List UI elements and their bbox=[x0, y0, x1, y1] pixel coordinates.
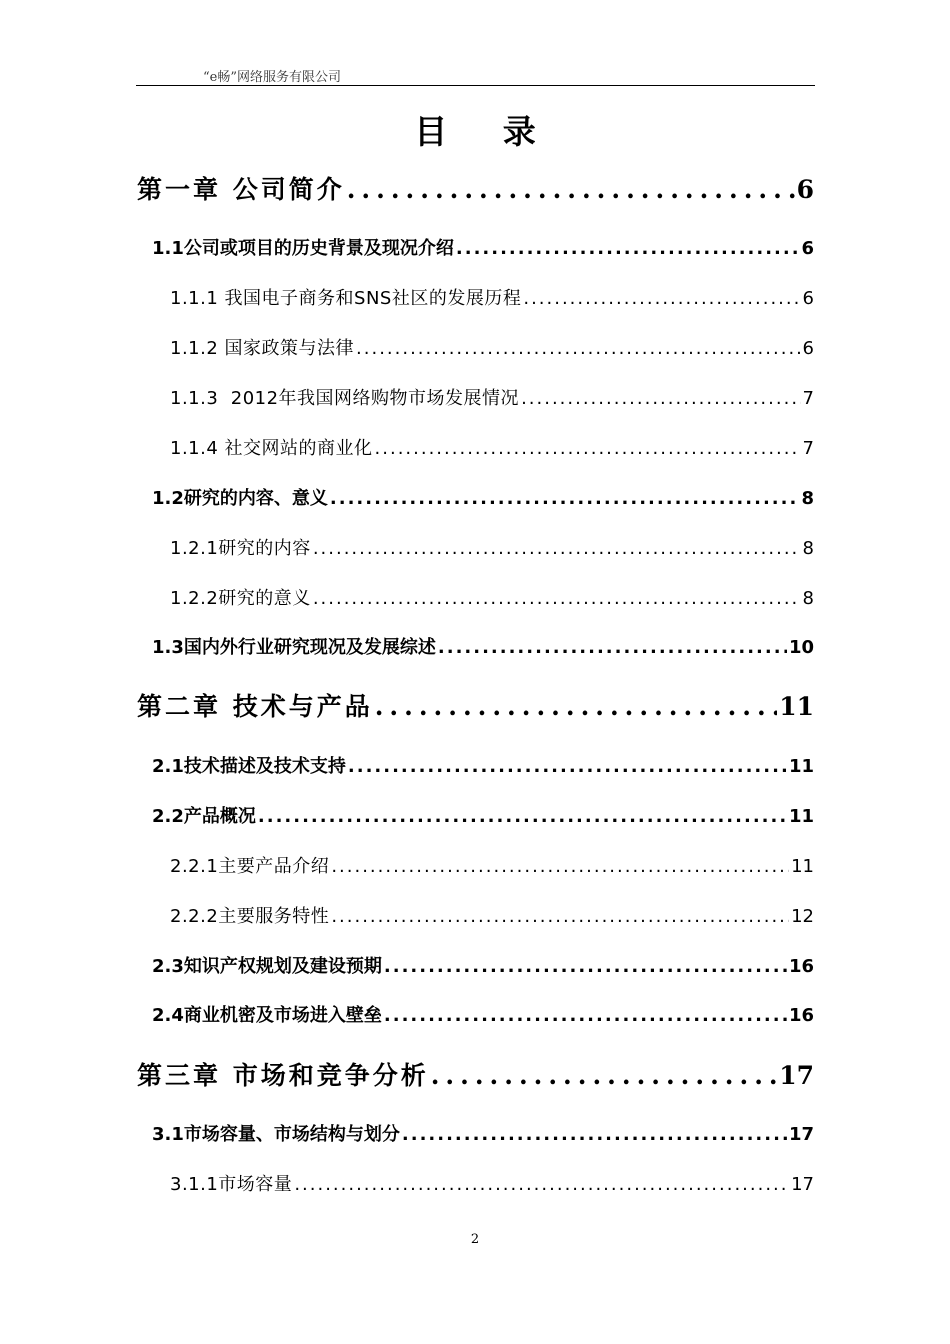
toc-entry-1-2[interactable] bbox=[152, 484, 814, 510]
toc-entry-label: 2.1技术描述及技术支持 bbox=[152, 756, 346, 777]
toc-entry-page: 11 bbox=[779, 692, 814, 721]
toc-leader bbox=[330, 488, 800, 509]
toc-leader bbox=[294, 1174, 789, 1195]
toc-entry-label: 2.2.2主要服务特性 bbox=[170, 906, 330, 927]
toc-entry-2-2-2[interactable] bbox=[170, 902, 814, 928]
toc-entry-chapter-2[interactable] bbox=[137, 687, 814, 723]
toc-entry-label: 第三章 市场和竞争分析 bbox=[137, 1061, 429, 1090]
toc-entry-page: 11 bbox=[791, 856, 814, 877]
toc-entry-label: 1.2.2研究的意义 bbox=[170, 588, 311, 609]
toc-entry-label: 2.3知识产权规划及建设预期 bbox=[152, 956, 382, 977]
toc-leader bbox=[431, 1061, 777, 1090]
toc-entry-page: 6 bbox=[802, 338, 814, 359]
toc-entry-page: 10 bbox=[788, 637, 814, 658]
toc-leader bbox=[523, 288, 800, 309]
toc-entry-page: 7 bbox=[802, 438, 814, 459]
toc-leader bbox=[331, 906, 789, 927]
toc-entry-3-1[interactable] bbox=[152, 1120, 814, 1146]
toc-leader bbox=[313, 538, 801, 559]
toc-entry-label: 2.4商业机密及市场进入壁垒 bbox=[152, 1005, 382, 1026]
toc-entry-page: 8 bbox=[801, 488, 814, 509]
toc-entry-3-1-1[interactable] bbox=[170, 1170, 814, 1196]
toc-entry-chapter-1[interactable] bbox=[137, 170, 814, 206]
running-header: “e畅”网络服务有限公司 bbox=[203, 70, 341, 85]
toc-entry-1-1-3[interactable] bbox=[170, 384, 814, 410]
toc-entry-page: 17 bbox=[779, 1061, 814, 1090]
toc-entry-label: 1.2.1研究的内容 bbox=[170, 538, 311, 559]
toc-entry-page: 11 bbox=[788, 756, 814, 777]
toc-entry-page: 6 bbox=[802, 288, 814, 309]
toc-leader bbox=[438, 637, 787, 658]
toc-entry-page: 8 bbox=[802, 538, 814, 559]
toc-entry-page: 6 bbox=[796, 175, 814, 204]
toc-leader bbox=[258, 806, 787, 827]
toc-entry-label: 1.2研究的内容、意义 bbox=[152, 488, 328, 509]
toc-entry-label: 3.1.1市场容量 bbox=[170, 1174, 293, 1195]
toc-entry-1-1[interactable] bbox=[152, 234, 814, 260]
toc-entry-label: 1.1.1 我国电子商务和SNS社区的发展历程 bbox=[170, 288, 522, 309]
toc-leader bbox=[331, 856, 789, 877]
toc-entry-label: 1.3国内外行业研究现况及发展综述 bbox=[152, 637, 436, 658]
toc-entry-2-1[interactable] bbox=[152, 752, 814, 778]
toc-entry-page: 6 bbox=[801, 238, 814, 259]
toc-title: 目 录 bbox=[414, 112, 558, 151]
toc-entry-label: 3.1市场容量、市场结构与划分 bbox=[152, 1124, 400, 1145]
toc-entry-2-3[interactable] bbox=[152, 952, 814, 978]
toc-entry-page: 16 bbox=[788, 1005, 814, 1026]
toc-entry-2-2-1[interactable] bbox=[170, 852, 814, 878]
page-number: 2 bbox=[470, 1232, 480, 1247]
toc-entry-2-2[interactable] bbox=[152, 802, 814, 828]
toc-entry-1-2-2[interactable] bbox=[170, 584, 814, 610]
toc-entry-1-1-4[interactable] bbox=[170, 434, 814, 460]
toc-entry-label: 2.2产品概况 bbox=[152, 806, 256, 827]
toc-entry-label: 2.2.1主要产品介绍 bbox=[170, 856, 330, 877]
toc-entry-1-1-2[interactable] bbox=[170, 334, 814, 360]
toc-leader bbox=[384, 1005, 787, 1026]
toc-leader bbox=[313, 588, 801, 609]
toc-entry-page: 11 bbox=[788, 806, 814, 827]
toc-entry-page: 17 bbox=[791, 1174, 814, 1195]
toc-leader bbox=[347, 175, 795, 204]
toc-entry-page: 17 bbox=[788, 1124, 814, 1145]
toc-leader bbox=[521, 388, 800, 409]
toc-leader bbox=[456, 238, 800, 259]
toc-entry-1-1-1[interactable] bbox=[170, 284, 814, 310]
toc-entry-2-4[interactable] bbox=[152, 1001, 814, 1027]
toc-entry-page: 7 bbox=[802, 388, 814, 409]
toc-entry-label: 1.1.2 国家政策与法律 bbox=[170, 338, 355, 359]
toc-leader bbox=[356, 338, 801, 359]
toc-leader bbox=[375, 692, 777, 721]
header-rule bbox=[136, 85, 815, 86]
toc-leader bbox=[375, 438, 801, 459]
toc-entry-label: 1.1公司或项目的历史背景及现况介绍 bbox=[152, 238, 454, 259]
toc-leader bbox=[384, 956, 787, 977]
toc-entry-label: 第一章 公司简介 bbox=[137, 175, 345, 204]
toc-entry-page: 12 bbox=[791, 906, 814, 927]
toc-entry-page: 8 bbox=[802, 588, 814, 609]
toc-entry-1-3[interactable] bbox=[152, 633, 814, 659]
toc-entry-1-2-1[interactable] bbox=[170, 534, 814, 560]
toc-entry-label: 第二章 技术与产品 bbox=[137, 692, 373, 721]
toc-leader bbox=[348, 756, 787, 777]
toc-leader bbox=[402, 1124, 787, 1145]
toc-entry-label: 1.1.3 2012年我国网络购物市场发展情况 bbox=[170, 388, 520, 409]
toc-entry-page: 16 bbox=[788, 956, 814, 977]
toc-entry-label: 1.1.4 社交网站的商业化 bbox=[170, 438, 373, 459]
toc-entry-chapter-3[interactable] bbox=[137, 1056, 814, 1092]
